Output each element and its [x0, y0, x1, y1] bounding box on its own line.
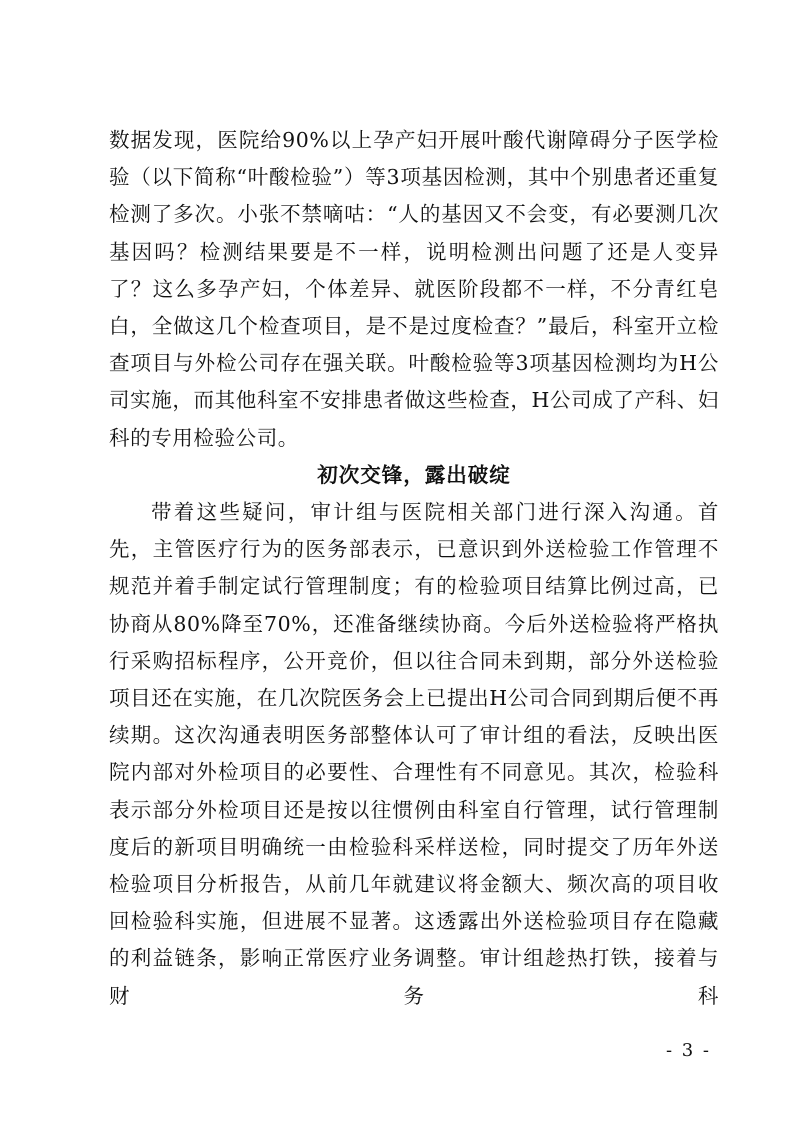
page-number-container [0, 1040, 793, 1061]
paragraph-2: 带着这些疑问，审计组与医院相关部门进行深入沟通。首先，主管医疗行为的医务部表示，已意识到外送检验工作管理不规范并着手制定试行管理制度；有的检验项目结算比例过高，已协商从80%降至70%，还准备继续协商。今后外送检验将严格执行采购招标程序，公开竞价，但以往合同未到期，部分外送检验项目还在实施，在几次院医务会上已提出H公司合同到期后便不再续期。这次沟通表明医务部整体认可了审计组的看法，反映出医院内部对外检项目的必要性、合理性有不同意见。其次，检验科表示部分外检项目还是按以往惯例由科室自行管理，试行管理制度后的新项目明确统一由检验科采样送检，同时提交了历年外送检验项目分析报告，从前几年就建议将金额大、频次高的项目收回检验科实施，但进展不显著。这透露出外送检验项目存在隐藏的利益链条，影响正常医疗业务调整。审计组趁热打铁，接着与财务科 [109, 500, 719, 1008]
paragraph-continued: 数据发现，医院给90%以上孕产妇开展叶酸代谢障碍分子医学检验（以下简称“叶酸检验”）等3项基因检测，其中个别患者还重复检测了多次。小张不禁嘀咕：“人的基因又不会变，有必要测几次基因吗？检测结果要是不一样，说明检测出问题了还是人变异了？这么多孕产妇，个体差异、就医阶段都不一样，不分青红皂白，全做这几个检查项目，是不是过度检查？”最后，科室开立检查项目与外检公司存在强关联。叶酸检验等3项基因检测均为H公司实施，而其他科室不安排患者做这些检查，H公司成了产科、妇科的专用检验公司。 [109, 128, 719, 450]
page-number: - 3 - [665, 1040, 711, 1061]
section-heading: 初次交锋，露出破绽 [317, 462, 511, 487]
body-text [109, 122, 719, 1015]
